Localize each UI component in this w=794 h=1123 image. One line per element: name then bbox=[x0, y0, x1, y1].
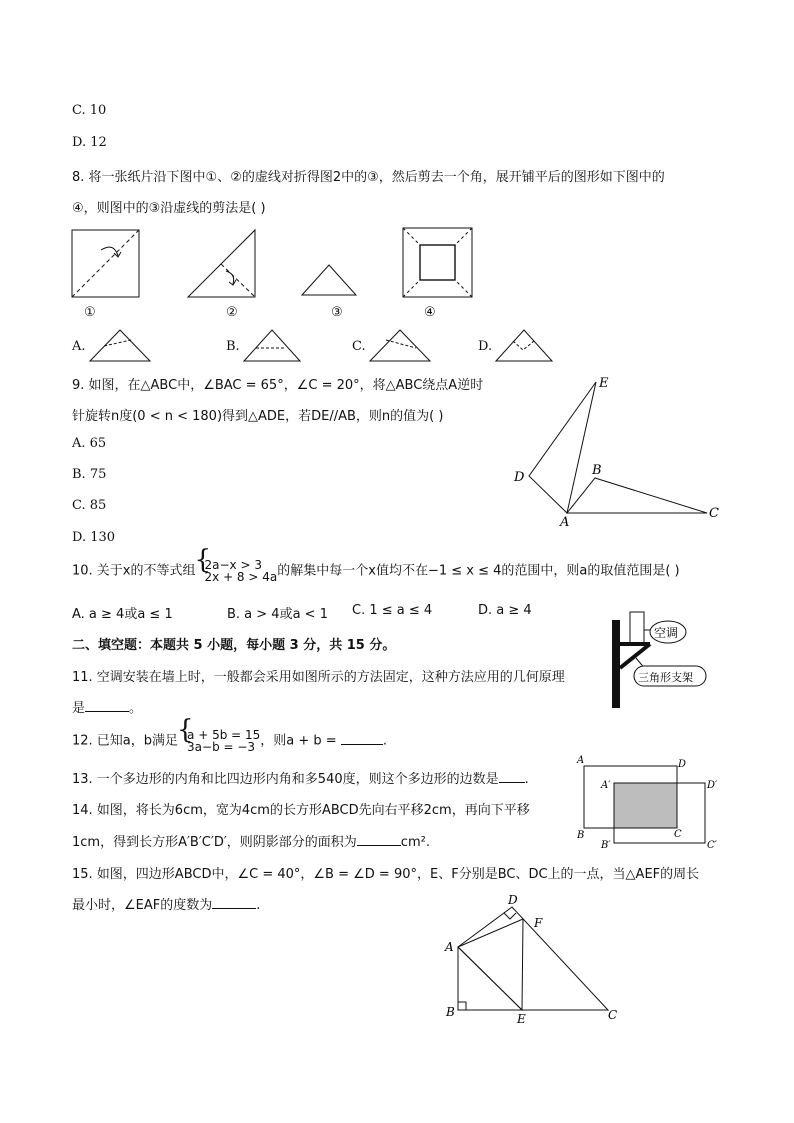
q9-option-d[interactable]: D. 130 bbox=[72, 530, 116, 545]
q9-point-c: C bbox=[709, 506, 719, 521]
q8-fig-label-3: ③ bbox=[331, 305, 343, 320]
q14-line1: 14. 如图，将长为6cm，宽为4cm的长方形ABCD先向右平移2cm，再向下平移 bbox=[72, 803, 530, 818]
q10-prefix: 10. 关于x的不等式组 bbox=[72, 563, 196, 579]
q10-suffix: 的解集中每一个x值均不在−1 ≤ x ≤ 4的范围中，则a的取值范围是( ) bbox=[277, 563, 680, 579]
q14-label-d: D bbox=[678, 759, 687, 770]
q9-option-a[interactable]: A. 65 bbox=[72, 436, 107, 451]
q15-label-e: E bbox=[517, 1012, 526, 1026]
q8-stem-line2: ④，则图中的③沿虚线的剪法是( ) bbox=[72, 201, 266, 216]
q15-label-d: D bbox=[508, 893, 518, 907]
q13-line: 13. 一个多边形的内角和比四边形内角和多540度，则这个多边形的边数是 . bbox=[72, 772, 529, 787]
q8-fig1-fold-line bbox=[72, 230, 139, 297]
q8-fig2-triangle bbox=[188, 230, 255, 297]
q10-option-a[interactable]: A. a ≥ 4或a ≤ 1 bbox=[72, 607, 173, 622]
q10-line bbox=[72, 559, 680, 583]
q11-bracket-label: 三角形支架 bbox=[638, 671, 693, 684]
q8-option-c-figure bbox=[370, 330, 430, 361]
q10-option-b[interactable]: B. a > 4或a < 1 bbox=[227, 607, 328, 622]
q11-line2: 是 。 bbox=[72, 701, 143, 716]
q8-fig4-inner-square bbox=[420, 245, 455, 280]
q9-line2: 针旋转n度(0 < n < 180)得到△ADE，若DE//AB，则n的值为( ) bbox=[72, 409, 444, 424]
q9-rotation-figure bbox=[505, 370, 725, 530]
q10-option-d[interactable]: D. a ≥ 4 bbox=[478, 603, 532, 618]
q9-point-b: B bbox=[592, 463, 602, 478]
q14-answer-blank[interactable] bbox=[357, 833, 401, 846]
option-d-prev: D. 12 bbox=[72, 135, 107, 150]
option-c-prev: C. 10 bbox=[72, 103, 107, 118]
q9-point-a: A bbox=[560, 515, 570, 530]
q14-label-b: B bbox=[577, 830, 585, 841]
q8-fig-label-4: ④ bbox=[424, 305, 436, 320]
q12-eq1: a + 5b = 15 bbox=[187, 728, 261, 742]
q8-fig-label-1: ① bbox=[84, 305, 96, 320]
q14-label-c: C bbox=[674, 829, 682, 840]
q8-option-a-figure bbox=[90, 330, 150, 361]
q9-triangle-ade bbox=[529, 382, 596, 513]
q8-option-c-label[interactable]: C. bbox=[352, 339, 366, 354]
q9-point-d: D bbox=[514, 470, 525, 485]
q8-fig-label-2: ② bbox=[226, 305, 238, 320]
q11-bracket-diagonal bbox=[620, 644, 650, 668]
q9-option-b[interactable]: B. 75 bbox=[72, 467, 107, 482]
q13-answer-blank[interactable] bbox=[499, 770, 525, 783]
q8-option-b-figure bbox=[244, 330, 300, 361]
q11-ac-bracket-figure bbox=[606, 610, 716, 714]
q12-answer-blank[interactable] bbox=[341, 732, 383, 745]
q14-label-a1: A′ bbox=[601, 780, 611, 791]
q12-equation-system bbox=[178, 729, 260, 753]
q11-ac-label: 空调 bbox=[654, 626, 679, 640]
q12-line: 12. 已知a，b满足{ a + 5b = 15 3a−b = −3 ，则a + b = . bbox=[72, 729, 387, 753]
q9-option-c[interactable]: C. 85 bbox=[72, 498, 107, 513]
q8-fig2-fold-line bbox=[221, 264, 255, 297]
q15-quad-abcd bbox=[458, 907, 608, 1010]
q9-triangle-abc bbox=[567, 478, 707, 513]
q9-line1: 9. 如图，在△ABC中，∠BAC = 65°，∠C = 20°，将△ABC绕点A逆时 bbox=[72, 378, 484, 393]
q10-inequality-system bbox=[196, 559, 278, 583]
q15-quadrilateral-figure bbox=[440, 892, 630, 1026]
q11-wall bbox=[612, 620, 620, 708]
q8-option-a-label[interactable]: A. bbox=[72, 339, 86, 354]
q15-right-angle-b bbox=[458, 1002, 466, 1010]
q8-option-d-label[interactable]: D. bbox=[478, 339, 493, 354]
q15-label-c: C bbox=[608, 1008, 618, 1022]
q11-ac-unit bbox=[630, 612, 644, 644]
q8-option-b-label[interactable]: B. bbox=[226, 339, 240, 354]
q15-right-angle-d bbox=[504, 913, 516, 919]
q15-answer-blank[interactable] bbox=[212, 896, 256, 909]
q14-label-a: A bbox=[577, 755, 585, 766]
section-2-heading: 二、填空题：本题共 5 小题，每小题 3 分，共 15 分。 bbox=[72, 638, 396, 653]
q10-option-c[interactable]: C. 1 ≤ a ≤ 4 bbox=[352, 603, 433, 618]
q15-label-f: F bbox=[534, 916, 543, 930]
q14-line2: 1cm，得到长方形A′B′C′D′，则阴影部分的面积为 cm². bbox=[72, 835, 430, 850]
q15-label-b: B bbox=[446, 1005, 455, 1019]
q8-stem-line1: 8. 将一张纸片沿下图中①、②的虚线对折得图2中的③，然后剪去一个角，展开铺平后的图形如下图中的 bbox=[72, 170, 665, 185]
q15-label-a: A bbox=[445, 940, 454, 954]
q8-option-figures bbox=[86, 326, 566, 366]
q15-triangle-aef bbox=[458, 919, 523, 1010]
q11-line1: 11. 空调安装在墙上时，一般都会采用如图所示的方法固定，这种方法应用的几何原理 bbox=[72, 670, 565, 685]
q14-label-c1: C′ bbox=[707, 840, 717, 848]
q8-fig3-triangle bbox=[302, 265, 356, 295]
q10-eq2: 2x + 8 > 4a bbox=[204, 570, 278, 584]
q14-shaded-overlap bbox=[614, 783, 677, 828]
q15-line2: 最小时，∠EAF的度数为 . bbox=[72, 898, 261, 913]
q14-label-b1: B′ bbox=[601, 840, 611, 848]
q8-folding-figures bbox=[66, 224, 486, 304]
q8-option-d-figure bbox=[496, 330, 552, 361]
q10-eq1: 2a−x > 3 bbox=[204, 558, 262, 572]
q9-point-e: E bbox=[599, 376, 609, 391]
q14-translation-figure bbox=[574, 752, 724, 848]
q15-line1: 15. 如图，四边形ABCD中，∠C = 40°，∠B = ∠D = 90°，E、F分别是BC、DC上的一点，当△AEF的周长 bbox=[72, 867, 700, 882]
q11-answer-blank[interactable] bbox=[85, 699, 129, 712]
q14-label-d1: D′ bbox=[707, 780, 718, 791]
q12-eq2: 3a−b = −3 bbox=[187, 740, 256, 754]
